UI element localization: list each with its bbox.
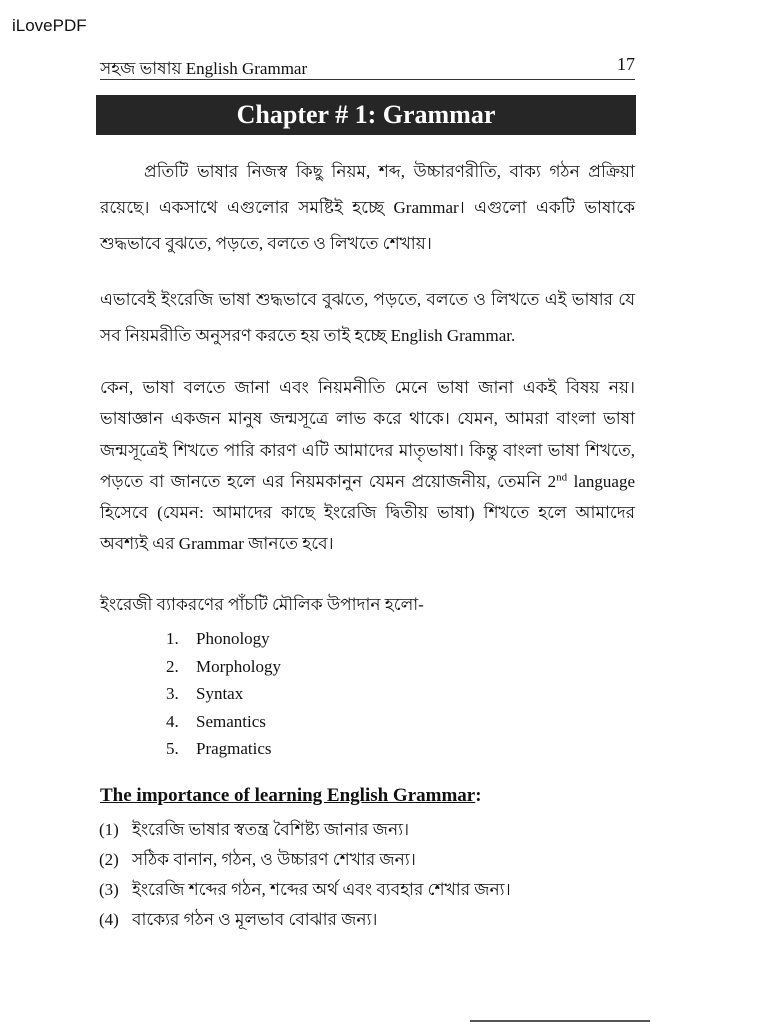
- list-number: (1): [99, 820, 119, 839]
- paragraph-grammar-definition: [100, 154, 635, 262]
- paragraph-language-knowledge: [100, 372, 635, 560]
- list-text: সঠিক বানান, গঠন, ও উচ্চারণ শেখার জন্য।: [132, 850, 416, 869]
- paragraph-text: সব নিয়মরীতি অনুসরণ করতে হয় তাই হচ্ছে English Grammar.: [100, 326, 516, 345]
- list-item: [166, 735, 281, 763]
- components-intro: ইংরেজী ব্যাকরণের পাঁচটি মৌলিক উপাদান হলো-: [100, 595, 424, 614]
- list-number: 4.: [166, 711, 179, 731]
- list-item: [99, 815, 511, 845]
- paragraph-line: অবশ্যই এর Grammar জানতে হবে।: [100, 534, 334, 554]
- watermark-label: iLovePDF: [12, 16, 87, 35]
- heading-colon: :: [475, 785, 482, 806]
- list-item: [166, 625, 281, 653]
- paragraph-text: রয়েছে। একসাথে এগুলোর সমষ্টিই হচ্ছে Grammar। এগুলো একটি ভাষাকে: [100, 198, 635, 217]
- paragraph-text: শুদ্ধভাবে বুঝতে, পড়তে, বলতে ও লিখতে শেখায়।: [100, 234, 432, 253]
- list-item: [166, 680, 281, 708]
- paragraph-text: প্রতিটি ভাষার নিজস্ব কিছু নিয়ম, শব্দ, উচ্চারণরীতি, বাক্য গঠন প্রক্রিয়া: [144, 162, 635, 181]
- paragraph-line: জন্মসূত্রেই শিখতে পারি কারণ এটি আমাদের মাতৃভাষা। কিন্তু বাংলা ভাষা শিখতে,: [100, 440, 635, 460]
- importance-list: [99, 815, 511, 935]
- importance-heading: [100, 785, 482, 807]
- paragraph-line: কেন, ভাষা বলতে জানা এবং নিয়মনীতি মেনে ভাষা জানা একই বিষয় নয়।: [100, 378, 635, 397]
- chapter-banner: [96, 95, 636, 135]
- list-label: Morphology: [196, 656, 281, 676]
- list-number: 5.: [166, 739, 179, 758]
- header-divider: [100, 79, 635, 80]
- running-header: [100, 54, 635, 78]
- list-label: Semantics: [196, 711, 266, 731]
- page-number: 17: [617, 54, 635, 74]
- list-text: ইংরেজি শব্দের গঠন, শব্দের অর্থ এবং ব্যবহার শেখার জন্য।: [132, 880, 511, 899]
- list-number: 1.: [166, 629, 179, 648]
- list-label: Pragmatics: [196, 739, 272, 758]
- list-number: (2): [99, 850, 119, 869]
- components-list: [166, 625, 281, 763]
- footer-divider: [470, 1020, 650, 1022]
- list-item: [99, 875, 511, 905]
- list-item: [99, 905, 511, 935]
- paragraph-line: ভাষাজ্ঞান একজন মানুষ জন্মসূত্রে লাভ করে থাকে। যেমন, আমরা বাংলা ভাষা: [100, 409, 635, 429]
- chapter-title: Chapter # 1: Grammar: [236, 100, 496, 129]
- paragraph-text: এভাবেই ইংরেজি ভাষা শুদ্ধভাবে বুঝতে, পড়তে, বলতে ও লিখতে এই ভাষার যে: [100, 290, 635, 309]
- line-text: language: [567, 471, 635, 491]
- list-number: (4): [99, 910, 119, 929]
- list-label: Syntax: [196, 684, 244, 703]
- list-number: 3.: [166, 684, 179, 703]
- ordinal-suffix: nd: [556, 471, 568, 484]
- book-title: সহজ ভাষায় English Grammar: [100, 59, 308, 78]
- paragraph-line: হিসেবে (যেমন: আমাদের কাছে ইংরেজি দ্বিতীয় ভাষা) শিখতে হলে আমাদের: [100, 503, 635, 523]
- paragraph-line: [100, 466, 635, 497]
- list-text: বাক্যের গঠন ও মূলভাব বোঝার জন্য।: [132, 910, 378, 929]
- list-text: ইংরেজি ভাষার স্বতন্ত্র বৈশিষ্ট্য জানার জন্য।: [132, 820, 410, 839]
- list-number: 2.: [166, 656, 179, 676]
- heading-text: The importance of learning English Grammar: [100, 785, 476, 806]
- list-number: (3): [99, 880, 119, 899]
- line-text: পড়তে বা জানতে হলে এর নিয়মকানুন যেমন প্রয়োজনীয়, তেমনি 2: [100, 471, 557, 491]
- list-item: [166, 653, 281, 681]
- list-item: [99, 845, 511, 875]
- list-item: [166, 708, 281, 736]
- list-label: Phonology: [196, 629, 270, 648]
- paragraph-english-grammar: [100, 282, 635, 354]
